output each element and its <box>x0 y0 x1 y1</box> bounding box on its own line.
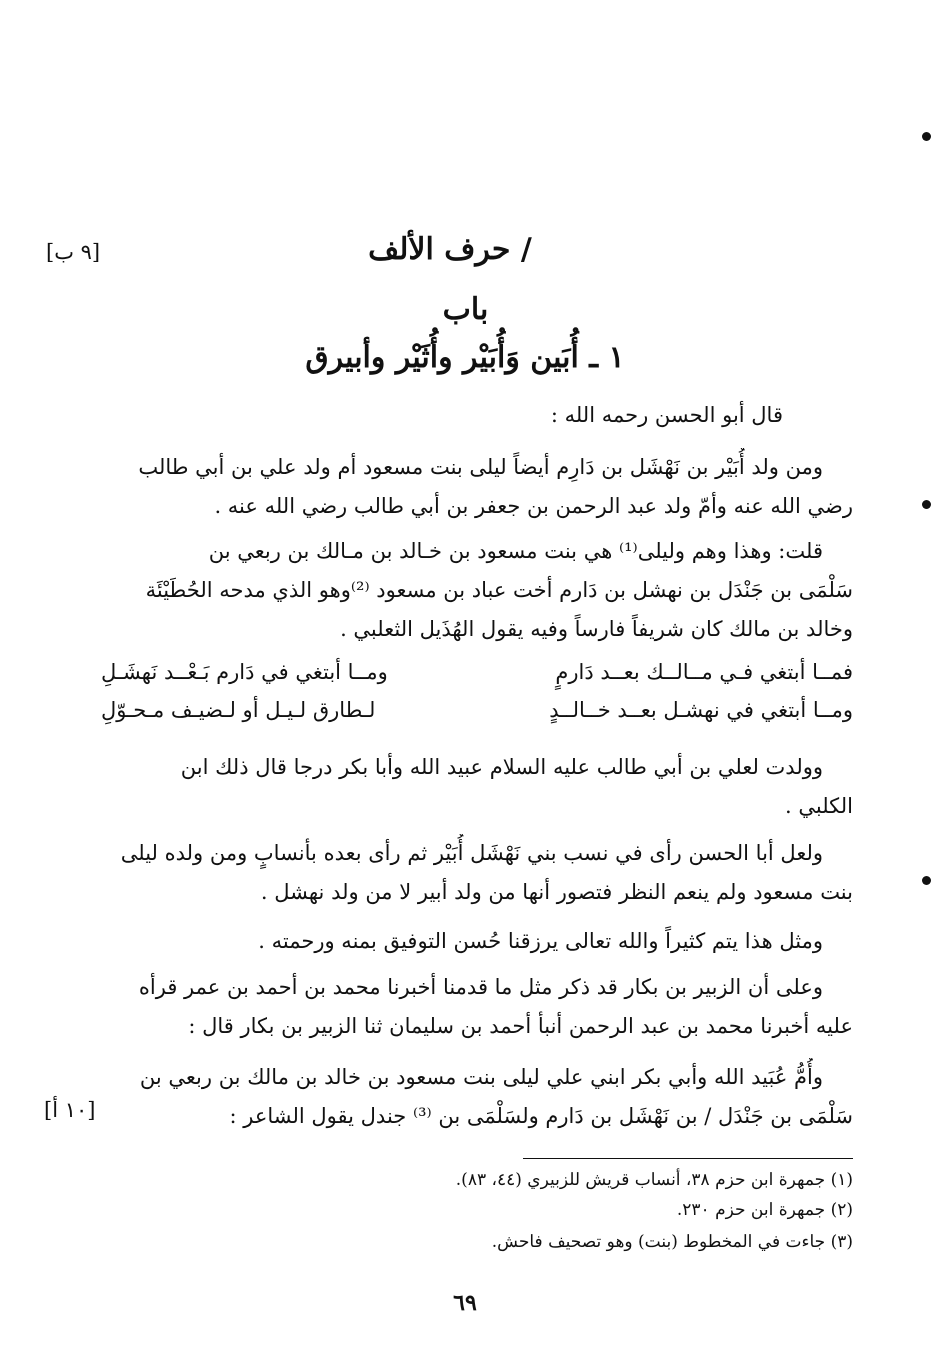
text-line: عليه أخبرنا محمد بن عبد الرحمن أنبأ أحمد بن سليمان ثنا الزبير بن بكار قال : <box>188 1014 853 1038</box>
margin-ref-top: [٩ ب] <box>46 240 101 264</box>
text-line: سَلْمَى بن جَنْدَل / بن نَهْشَل بن دَارم ولسَلْمَى بن ⁽³⁾ جندل يقول الشاعر : <box>229 1104 853 1128</box>
margin-dot-lower <box>922 876 931 885</box>
text-line: بنت مسعود ولم ينعم النظر فتصور أنها من ولد أبير لا من ولد نهشل . <box>260 880 853 904</box>
margin-ref-bottom: [١٠ أ] <box>44 1098 96 1122</box>
text-line: وأُمُّ عُبَيد الله وأبي بكر ابني علي ليلى بنت مسعود بن خالد بن مالك بن ربعي بن <box>139 1065 823 1089</box>
paragraph-1 <box>101 448 853 526</box>
text-line: سَلْمَى بن جَنْدَل بن نهشل بن دَارم أخت عباد بن مسعود ⁽²⁾وهو الذي مدحه الحُطَيْئَة <box>145 578 853 602</box>
footnote-divider <box>523 1158 853 1159</box>
paragraph-4 <box>101 834 853 912</box>
text-line: وولدت لعلي بن أبي طالب عليه السلام عبيد الله وأبا بكر درجا قال ذلك ابن <box>180 755 823 779</box>
chapter-title: / حرف الألف <box>368 232 532 267</box>
footnote-3: (٣) جاءت في المخطوط (بنت) وهو تصحيف فاحش. <box>491 1232 853 1252</box>
paragraph-7 <box>101 1058 853 1136</box>
paragraph-6 <box>101 968 853 1046</box>
entry-title: ١ ـ أُبَين وَأُبَيْر وأُثَيْر وأبيرق <box>305 340 625 375</box>
text-line: قال أبو الحسن رحمه الله : <box>550 403 783 427</box>
margin-dot-middle <box>922 500 931 509</box>
text-line: قلت: وهذا وهم وليلى⁽¹⁾ هي بنت مسعود بن خـالد بن مـالك بن ربعي بن <box>208 539 823 563</box>
intro-line <box>101 396 853 435</box>
paragraph-2 <box>101 532 853 649</box>
verse-2 <box>101 698 853 738</box>
verse-hemistich: فمــا أبتغي فـي مــالــك بعــد دَارمٍ <box>555 660 853 684</box>
page-number: ٦٩ <box>453 1290 477 1316</box>
text-line: وخالد بن مالك كان شريفاً فارساً وفيه يقول الهُذَيل الثعلبي . <box>340 617 853 641</box>
footnote-1: (١) جمهرة ابن حزم ٣٨، أنساب قريش للزبيري (٤٤، ٨٣). <box>455 1170 853 1190</box>
verse-hemistich: لـطارق لـيـل أو لـضيـف مـحـوّلِ <box>101 698 376 722</box>
verse-1 <box>101 660 853 700</box>
verse-hemistich: ومــا أبتغي في نهشـل بعــد خــالــدٍ <box>549 698 853 722</box>
text-line: ومثل هذا يتم كثيراً والله تعالى يرزقنا حُسن التوفيق بمنه ورحمته . <box>258 929 823 953</box>
section-title: باب <box>442 292 489 327</box>
text-line: وعلى أن الزبير بن بكار قد ذكر مثل ما قدمنا أخبرنا محمد بن أحمد بن عمر قرأه <box>138 975 823 999</box>
text-line: ومن ولد أُبَيْر بن نَهْشَل بن دَارِم أيضاً ليلى بنت مسعود أم ولد علي بن أبي طالب <box>138 455 823 479</box>
text-line: رضي الله عنه وأمّ ولد عبد الرحمن بن جعفر بن أبي طالب رضي الله عنه . <box>214 494 853 518</box>
margin-dot-upper <box>922 132 931 141</box>
text-line: الكلبي . <box>785 794 853 818</box>
footnote-2: (٢) جمهرة ابن حزم ٢٣٠. <box>676 1200 853 1220</box>
paragraph-3 <box>101 748 853 826</box>
paragraph-5 <box>101 922 853 961</box>
verse-hemistich: ومــا أبتغي في دَارم بَـعْــد نَهشَـلِ <box>101 660 388 684</box>
text-line: ولعل أبا الحسن رأى في نسب بني نَهْشَل أُبَيْر ثم رأى بعده بأنسابٍ ومن ولده ليلى <box>120 841 823 865</box>
